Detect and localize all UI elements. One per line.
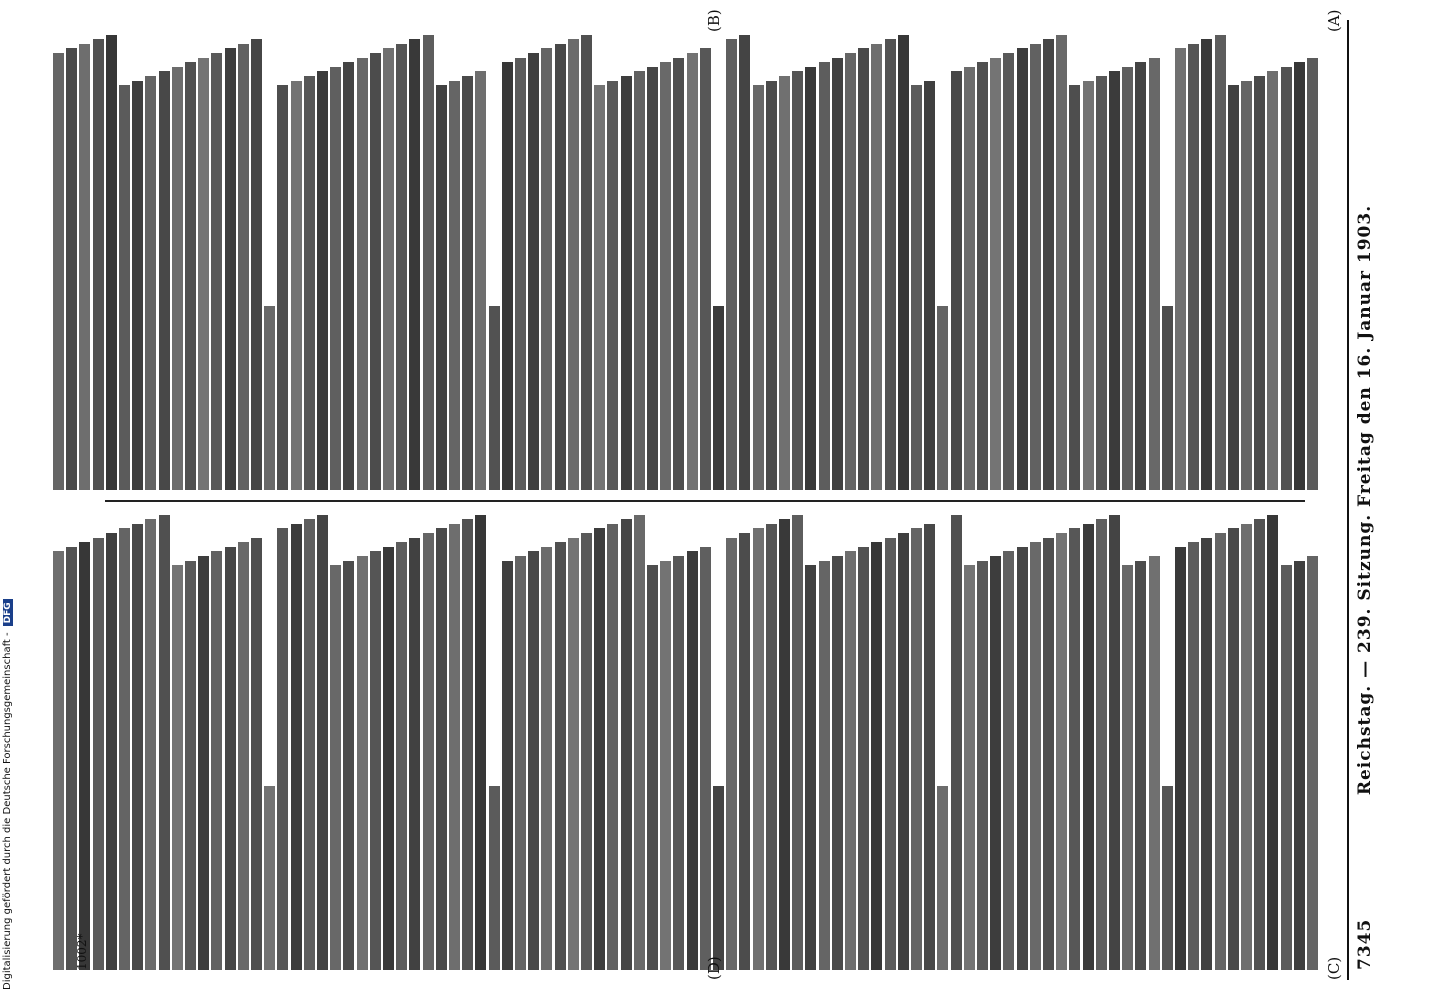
text-line [845,551,856,970]
text-line [964,67,975,490]
text-line [489,786,500,970]
column-left [45,510,1335,970]
text-line [660,561,671,970]
text-line [1215,35,1226,490]
text-line [898,533,909,970]
text-line [1030,44,1041,490]
text-line [621,76,632,490]
text-line [53,53,64,490]
text-line [304,519,315,970]
text-line [449,81,460,490]
text-line [238,542,249,970]
text-line [462,76,473,490]
text-line [634,515,645,970]
text-line [951,515,962,970]
text-line [845,53,856,490]
marker-c: (C) [1325,956,1343,980]
text-line [145,76,156,490]
text-line [687,53,698,490]
text-line [159,515,170,970]
text-line [343,561,354,970]
text-line [449,524,460,970]
text-line [515,556,526,970]
text-line [185,561,196,970]
text-line [383,547,394,970]
text-line [132,524,143,970]
text-line [409,39,420,490]
text-line [1096,76,1107,490]
text-line [607,524,618,970]
text-line [106,533,117,970]
text-line [937,786,948,970]
text-line [172,565,183,970]
text-line [370,551,381,970]
text-line [264,306,275,490]
text-line [700,48,711,490]
text-line [687,551,698,970]
credit-label: Digitalisierung gefördert durch die Deutsche Forschungsgemeinschaft - [2,632,13,990]
credit-text [2,599,13,990]
text-line [277,528,288,970]
text-line [1056,533,1067,970]
column-divider [105,500,1305,502]
text-line [1162,306,1173,490]
text-line [581,533,592,970]
text-line [1135,62,1146,490]
text-line [1003,551,1014,970]
text-line [1056,35,1067,490]
text-line [185,62,196,490]
text-line [211,53,222,490]
text-line [343,62,354,490]
text-line [1017,547,1028,970]
text-line [1030,542,1041,970]
text-line [357,556,368,970]
text-line [977,561,988,970]
text-line [1241,524,1252,970]
dfg-logo: DFG [3,599,13,626]
text-line [581,35,592,490]
sheet-signature: 1002* [75,933,89,970]
text-line [753,528,764,970]
text-line [819,561,830,970]
text-line [528,53,539,490]
text-line [871,542,882,970]
text-line [673,58,684,490]
text-line [1188,542,1199,970]
text-line [832,58,843,490]
text-line [528,551,539,970]
text-line [1188,44,1199,490]
text-line [700,547,711,970]
text-line [409,538,420,970]
text-line [634,71,645,490]
text-line [396,44,407,490]
text-line [198,556,209,970]
text-line [1241,81,1252,490]
text-line [660,62,671,490]
text-line [436,85,447,490]
text-line [1215,533,1226,970]
text-line [964,565,975,970]
text-line [1201,538,1212,970]
text-line [911,85,922,490]
text-line [251,39,262,490]
text-line [1228,85,1239,490]
text-line [357,58,368,490]
text-line [885,538,896,970]
text-line [924,81,935,490]
rotated-page [45,9,1385,980]
text-line [79,44,90,490]
text-line [555,44,566,490]
text-line [713,306,724,490]
text-line [1228,528,1239,970]
text-line [423,533,434,970]
text-line [264,786,275,970]
text-line [1069,528,1080,970]
text-line [211,551,222,970]
text-line [159,71,170,490]
text-line [251,538,262,970]
text-line [541,547,552,970]
text-line [1267,515,1278,970]
digitization-credit [2,0,16,1000]
text-line [79,542,90,970]
text-line [436,528,447,970]
text-line [792,71,803,490]
text-line [66,48,77,490]
text-line [1083,524,1094,970]
text-line [502,62,513,490]
text-line [647,565,658,970]
text-line [805,565,816,970]
text-line [172,67,183,490]
text-line [145,519,156,970]
text-line [93,538,104,970]
text-line [858,48,869,490]
text-line [502,561,513,970]
text-line [317,515,328,970]
text-line [792,515,803,970]
text-line [779,76,790,490]
text-line [1043,39,1054,490]
text-line [541,48,552,490]
text-line [1109,515,1120,970]
text-line [1267,71,1278,490]
text-line [489,306,500,490]
text-line [475,515,486,970]
text-line [1017,48,1028,490]
text-line [753,85,764,490]
text-line [1294,62,1305,490]
text-line [291,524,302,970]
text-line [990,58,1001,490]
header-rule [1347,20,1349,980]
text-line [475,71,486,490]
text-line [423,35,434,490]
text-line [238,44,249,490]
text-line [568,538,579,970]
text-line [898,35,909,490]
text-line [515,58,526,490]
text-line [951,71,962,490]
text-line [462,519,473,970]
text-line [990,556,1001,970]
text-line [1175,547,1186,970]
text-line [819,62,830,490]
text-line [1135,561,1146,970]
text-line [977,62,988,490]
text-line [647,67,658,490]
text-line [832,556,843,970]
text-line [594,85,605,490]
column-right [45,30,1335,490]
text-line [858,547,869,970]
running-title: Reichstag. — 239. Sitzung. Freitag den 16. Januar 1903. [1355,204,1375,796]
text-line [304,76,315,490]
page-header [1355,20,1381,980]
text-line [1149,556,1160,970]
marker-a: (A) [1325,9,1343,32]
page-inner [45,9,1385,980]
text-line [594,528,605,970]
text-line [1201,39,1212,490]
text-line [1281,565,1292,970]
text-line [1254,76,1265,490]
text-line [1149,58,1160,490]
text-line [1254,519,1265,970]
text-line [739,35,750,490]
text-line [1083,81,1094,490]
text-line [937,306,948,490]
text-line [1294,561,1305,970]
text-line [66,547,77,970]
text-line [1162,786,1173,970]
text-line [713,786,724,970]
text-line [726,538,737,970]
text-line [1043,538,1054,970]
text-line [119,85,130,490]
text-line [1096,519,1107,970]
text-line [726,39,737,490]
text-line [924,524,935,970]
text-line [1122,565,1133,970]
text-line [225,48,236,490]
text-line [779,519,790,970]
text-line [1175,48,1186,490]
text-line [396,542,407,970]
text-line [53,551,64,970]
marker-d: (D) [705,956,723,980]
text-line [119,528,130,970]
text-line [383,48,394,490]
text-line [766,524,777,970]
text-line [739,533,750,970]
text-line [1307,556,1318,970]
text-line [225,547,236,970]
marker-b: (B) [705,9,723,32]
text-line [106,35,117,490]
text-line [555,542,566,970]
text-line [132,81,143,490]
text-line [1109,71,1120,490]
text-line [1122,67,1133,490]
text-line [277,85,288,490]
text-line [291,81,302,490]
text-line [885,39,896,490]
text-line [198,58,209,490]
text-line [1281,67,1292,490]
text-line [330,565,341,970]
text-line [370,53,381,490]
text-line [871,44,882,490]
text-line [568,39,579,490]
text-line [911,528,922,970]
text-line [607,81,618,490]
text-line [1069,85,1080,490]
text-line [1003,53,1014,490]
text-line [93,39,104,490]
page-number: 7345 [1355,918,1375,970]
text-line [330,67,341,490]
text-line [805,67,816,490]
text-line [673,556,684,970]
text-line [621,519,632,970]
text-line [766,81,777,490]
text-line [1307,58,1318,490]
text-line [317,71,328,490]
